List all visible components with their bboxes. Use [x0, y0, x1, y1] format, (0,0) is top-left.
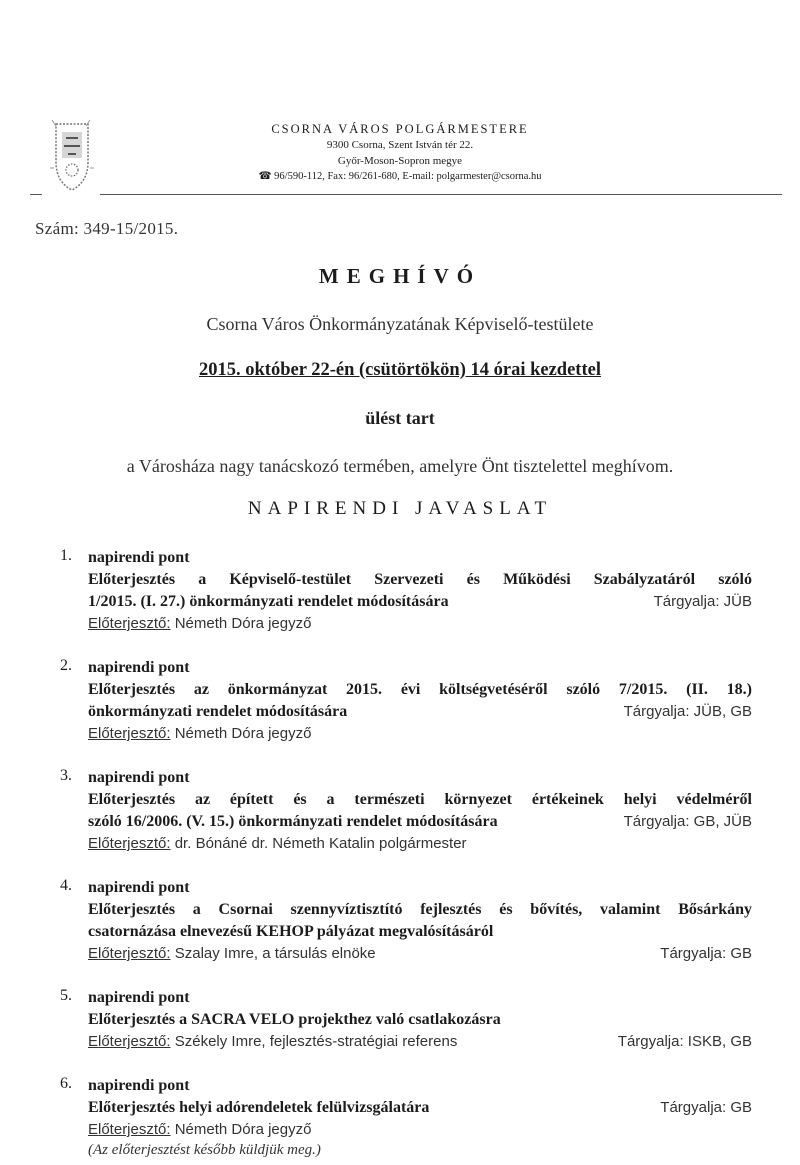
- agenda-item-presenter-row: [88, 943, 752, 965]
- agenda-item-number: 3.: [60, 767, 72, 784]
- agenda-item-presenter-row: [88, 1031, 752, 1053]
- presenter-label: Előterjesztő:: [88, 1121, 171, 1138]
- letterhead-divider-left: [30, 194, 42, 195]
- agenda-item-title-cont: 1/2015. (I. 27.) önkormányzati rendelet módosítására: [88, 593, 449, 610]
- presenter-name: Németh Dóra jegyző: [174, 725, 312, 742]
- agenda-item-title-row: [88, 1097, 752, 1119]
- agenda-item-title-row: [88, 811, 752, 833]
- agenda-item-presenter-row: [88, 723, 752, 745]
- presenter-label: Előterjesztő:: [88, 615, 171, 632]
- presenter-name: Németh Dóra jegyző: [174, 615, 312, 632]
- letterhead-org: CSORNA VÁROS POLGÁRMESTERE: [271, 122, 529, 136]
- letterhead-address: 9300 Csorna, Szent István tér 22.: [326, 139, 474, 151]
- meeting-statement: ülést tart: [365, 408, 435, 428]
- agenda-item-label: napirendi pont: [88, 989, 190, 1006]
- agenda-item-title-row: [88, 591, 752, 613]
- agenda-item-label: napirendi pont: [88, 549, 190, 566]
- agenda-item-title-row: [88, 701, 752, 723]
- letterhead-contact: ☎ 96/590-112, Fax: 96/261-680, E-mail: polgarmester@csorna.hu: [258, 171, 542, 182]
- agenda-item-committee: Tárgyalja: ISKB, GB: [617, 1033, 752, 1050]
- presenter-name: Székely Imre, fejlesztés-stratégiai referens: [174, 1033, 458, 1050]
- presenter-name: Szalay Imre, a társulás elnöke: [174, 945, 376, 962]
- document-title: MEGHÍVÓ: [318, 264, 482, 288]
- presenter-label: Előterjesztő:: [88, 835, 171, 852]
- agenda-item-committee: Tárgyalja: GB: [660, 945, 752, 962]
- agenda-title: NAPIRENDI JAVASLAT: [247, 498, 553, 519]
- agenda-item-presenter-row: [88, 833, 752, 855]
- agenda-item-title: Előterjesztés az épített és a természeti környezet értékeinek helyi védelméről: [88, 791, 752, 808]
- letterhead-divider: [100, 194, 782, 195]
- agenda-item-committee: Tárgyalja: GB: [660, 1099, 752, 1116]
- agenda-item-note: (Az előterjesztést később küldjük meg.): [88, 1142, 321, 1158]
- agenda-item-label: napirendi pont: [88, 659, 190, 676]
- agenda-item-label: napirendi pont: [88, 769, 190, 786]
- agenda-item-committee: Tárgyalja: JÜB, GB: [623, 703, 752, 720]
- agenda-item-number: 6.: [60, 1075, 72, 1092]
- agenda-item-number: 4.: [60, 877, 72, 894]
- agenda-item-presenter-row: [88, 1119, 752, 1141]
- letterhead-county: Győr-Moson-Sopron megye: [337, 155, 463, 167]
- agenda-item-label: napirendi pont: [88, 1077, 190, 1094]
- presenter-label: Előterjesztő:: [88, 725, 171, 742]
- agenda-item-committee: Tárgyalja: JÜB: [653, 593, 752, 610]
- invitation-text: a Városháza nagy tanácskozó termében, amelyre Önt tisztelettel meghívom.: [126, 456, 674, 476]
- agenda-item-number: 5.: [60, 987, 72, 1004]
- agenda-item-number: 2.: [60, 657, 72, 674]
- agenda-item-title-cont: önkormányzati rendelet módosítására: [88, 703, 348, 720]
- agenda-item-committee: Tárgyalja: GB, JÜB: [623, 813, 752, 830]
- agenda-item-label: napirendi pont: [88, 879, 190, 896]
- agenda-item-title: Előterjesztés a Csornai szennyvíztisztító fejlesztés és bővítés, valamint Bősárkány: [88, 901, 752, 918]
- agenda-item-title-cont: csatornázása elnevezésű KEHOP pályázat megvalósításáról: [88, 923, 494, 940]
- presenter-label: Előterjesztő:: [88, 945, 171, 962]
- meeting-date: 2015. október 22-én (csütörtökön) 14 órai kezdettel: [199, 360, 601, 380]
- agenda-item-title: Előterjesztés a Képviselő-testület Szervezeti és Működési Szabályzatáról szóló: [88, 571, 752, 588]
- presenter-name: Németh Dóra jegyző: [174, 1121, 312, 1138]
- agenda-item-title: Előterjesztés a SACRA VELO projekthez való csatlakozásra: [88, 1011, 501, 1028]
- presenter-name: dr. Bónáné dr. Németh Katalin polgármester: [174, 835, 467, 852]
- agenda-item-title: Előterjesztés helyi adórendeletek felülvizsgálatára: [88, 1099, 430, 1116]
- document-number: Szám: 349-15/2015.: [35, 219, 179, 238]
- agenda-item-title: Előterjesztés az önkormányzat 2015. évi költségvetéséről szóló 7/2015. (II. 18.): [88, 681, 752, 698]
- agenda-item-presenter-row: [88, 613, 752, 635]
- agenda-item-number: 1.: [60, 547, 72, 564]
- presenter-label: Előterjesztő:: [88, 1033, 171, 1050]
- agenda-item-title-cont: szóló 16/2006. (V. 15.) önkormányzati rendelet módosítására: [88, 813, 498, 830]
- city-crest-logo: [50, 118, 94, 194]
- issuing-body: Csorna Város Önkormányzatának Képviselő-testülete: [206, 314, 594, 334]
